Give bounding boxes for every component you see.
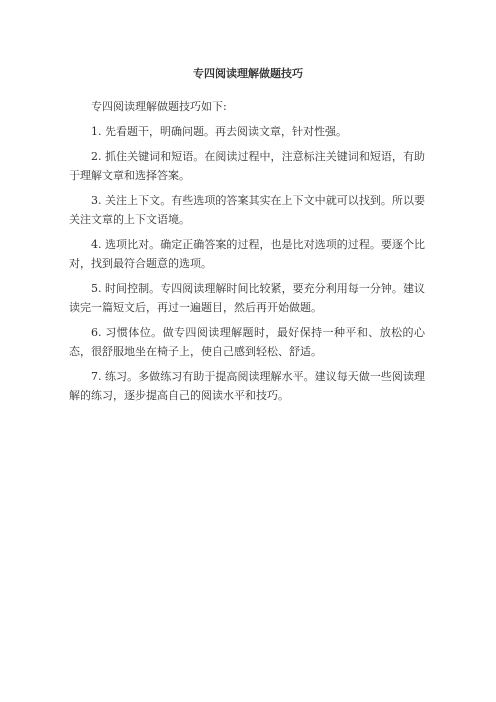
intro-paragraph: 专四阅读理解做题技巧如下: (91, 100, 227, 113)
tip-paragraph-6: 6. 习惯体位。做专四阅读理解题时，最好保持一种平和、放松的心态，很舒服地坐在椅子上，使自己感到轻松、舒适。 (69, 326, 425, 358)
tip-paragraph-2: 2. 抓住关键词和短语。在阅读过程中，注意标注关键词和短语，有助于理解文章和选择答案。 (69, 150, 425, 182)
document-title: 专四阅读理解做题技巧 (193, 67, 303, 80)
tip-paragraph-4: 4. 选项比对。确定正确答案的过程，也是比对选项的过程。要逐个比对，找到最符合题意的选项。 (69, 238, 425, 270)
tip-paragraph-5: 5. 时间控制。专四阅读理解时间比较紧，要充分利用每一分钟。建议读完一篇短文后，再过一遍题目，然后再开始做题。 (69, 282, 425, 314)
tip-paragraph-1: 1. 先看题干，明确问题。再去阅读文章，针对性强。 (91, 125, 347, 138)
document-body (69, 97, 425, 411)
tip-paragraph-7: 7. 练习。多做练习有助于提高阅读理解水平。建议每天做一些阅读理解的练习，逐步提高自己的阅读水平和技巧。 (69, 370, 425, 402)
tip-paragraph-3: 3. 关注上下文。有些选项的答案其实在上下文中就可以找到。所以要关注文章的上下文语境。 (69, 194, 425, 226)
